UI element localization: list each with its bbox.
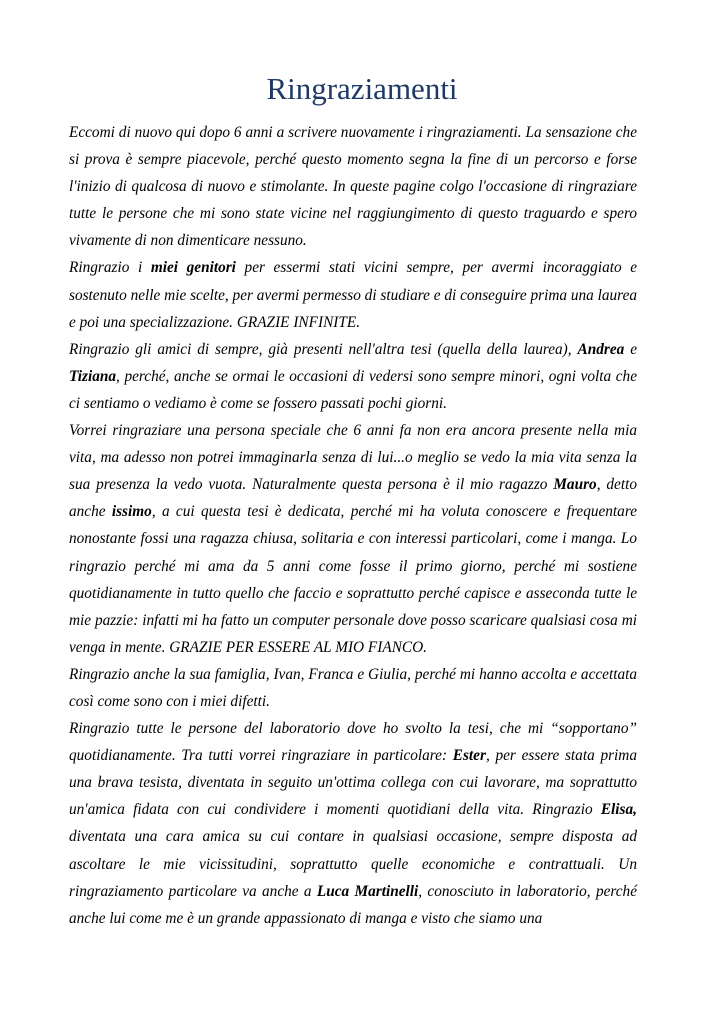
text-run: Ringrazio anche la sua famiglia, Ivan, Franca e Giulia, perché mi hanno accolta e accettata così come sono con i miei difetti.	[69, 665, 637, 710]
text-run: , conosciuto in laboratorio, perché anche lui come me è un grande appassionato di manga e visto che siamo una	[69, 882, 637, 927]
paragraph	[69, 336, 637, 417]
text-run: Ringrazio i	[69, 259, 151, 277]
bold-name: issimo	[111, 503, 152, 521]
paragraph	[69, 661, 637, 715]
bold-name: Tiziana	[69, 367, 117, 385]
body-text	[69, 119, 637, 932]
text-run: Eccomi di nuovo qui dopo 6 anni a scrivere nuovamente i ringraziamenti. La sensazione che si prova è sempre piacevole, perché questo momento segna la fine di un percorso e forse l'inizio di qualcosa di nuovo e stimolante. In queste pagine colgo l'occasione di ringraziare tutte le persone che mi sono state vicine nel raggiungimento di questo traguardo e spero vivamente di non dimenticare nessuno.	[69, 124, 637, 250]
page-title: Ringraziamenti	[266, 71, 458, 106]
text-run: Ringrazio gli amici di sempre, già presenti nell'altra tesi (quella della laurea),	[69, 340, 578, 358]
bold-name: Ester	[452, 747, 486, 765]
text-run: , per essere stata prima una brava tesista, diventata in seguito un'ottima collega con cui lavorare, ma soprattutto un'amica fidata con cui condividere i momenti quotidiani della vita. Ringrazio	[69, 747, 637, 819]
text-run: Ringrazio tutte le persone del laboratorio dove ho svolto la tesi, che mi “sopportano” quotidianamente. Tra tutti vorrei ringraziare in particolare:	[69, 720, 637, 765]
bold-name: Luca Martinelli	[316, 882, 419, 900]
text-run: Vorrei ringraziare una persona speciale che 6 anni fa non era ancora presente nella mia vita, ma adesso non potrei immaginarla senza di lui...o meglio se vedo la mia vita senza la sua presenza la vedo vuota. Naturalmente questa persona è il mio ragazzo	[69, 422, 637, 494]
paragraph	[69, 254, 637, 335]
bold-name: miei genitori	[150, 259, 236, 277]
bold-name: Mauro	[553, 476, 597, 494]
text-run: , perché, anche se ormai le occasioni di vedersi sono sempre minori, ogni volta che ci sentiamo o vediamo è come se fossero passati pochi giorni.	[69, 367, 637, 412]
text-run: diventata una cara amica su cui contare in qualsiasi occasione, sempre disposta ad ascoltare le mie vicissitudini, soprattutto quelle economiche e contrattuali. Un ringraziamento particolare va anche a	[69, 828, 637, 900]
paragraph	[69, 119, 637, 254]
paragraph	[69, 417, 637, 661]
text-run: , detto anche	[69, 476, 637, 521]
text-run: , a cui questa tesi è dedicata, perché mi ha voluta conoscere e frequentare nonostante fossi una ragazza chiusa, solitaria e con interessi particolari, come i manga. Lo ringrazio perché mi ama da 5 anni come fosse il primo giorno, perché mi sostiene quotidianamente in tutto quello che faccio e soprattutto perché capisce e asseconda tutte le mie pazzie: infatti mi ha fatto un computer personale dove posso scaricare qualsiasi cosa mi venga in mente. GRAZIE PER ESSERE AL MIO FIANCO.	[69, 503, 637, 656]
text-run: e	[624, 340, 637, 358]
bold-name: Elisa,	[600, 801, 637, 819]
paragraph	[69, 715, 637, 932]
bold-name: Andrea	[577, 340, 625, 358]
text-run: per essermi stati vicini sempre, per avermi incoraggiato e sostenuto nelle mie scelte, per avermi permesso di studiare e di conseguire prima una laurea e poi una specializzazione. GRAZIE INFINITE.	[69, 259, 638, 331]
